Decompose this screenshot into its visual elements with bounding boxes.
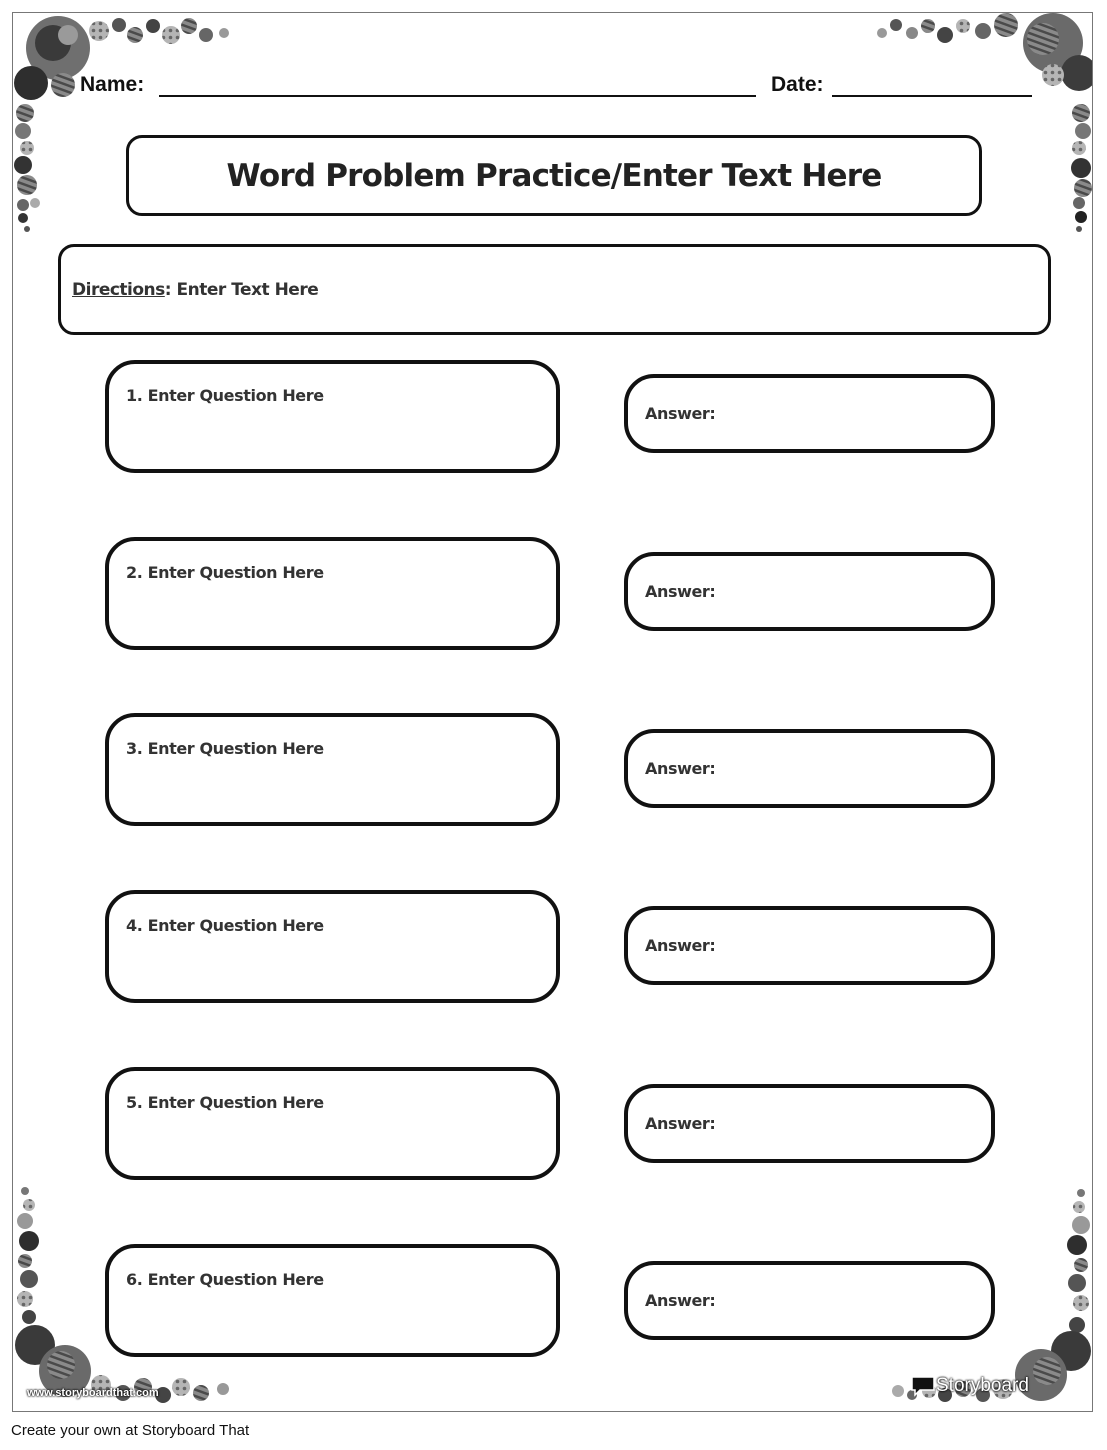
worksheet-page <box>12 12 1093 1412</box>
answer-label-2: Answer: <box>645 582 716 601</box>
question-box-3[interactable] <box>105 713 560 826</box>
question-box-5[interactable] <box>105 1067 560 1180</box>
date-field[interactable] <box>832 95 1032 97</box>
answer-box-4[interactable] <box>624 906 995 985</box>
answer-box-1[interactable] <box>624 374 995 453</box>
directions-value: : Enter Text Here <box>164 280 319 300</box>
answer-label-4: Answer: <box>645 936 716 955</box>
question-text-2: 2. Enter Question Here <box>126 563 324 582</box>
name-label: Name: <box>80 73 145 96</box>
directions-label: Directions <box>72 280 165 300</box>
question-text-5: 5. Enter Question Here <box>126 1093 324 1112</box>
question-box-1[interactable] <box>105 360 560 473</box>
answer-label-5: Answer: <box>645 1114 716 1133</box>
question-box-2[interactable] <box>105 537 560 650</box>
question-text-6: 6. Enter Question Here <box>126 1270 324 1289</box>
directions-text <box>72 280 318 300</box>
answer-label-1: Answer: <box>645 404 716 423</box>
directions-box[interactable] <box>58 244 1051 335</box>
answer-box-5[interactable] <box>624 1084 995 1163</box>
watermark-brand <box>910 1375 1029 1397</box>
question-text-1: 1. Enter Question Here <box>126 386 324 405</box>
date-label: Date: <box>771 73 824 96</box>
worksheet-title: Word Problem Practice/Enter Text Here <box>226 157 882 194</box>
answer-label-6: Answer: <box>645 1291 716 1310</box>
watermark-url: www.storyboardthat.com <box>27 1387 159 1399</box>
name-field[interactable] <box>159 95 756 97</box>
title-box[interactable] <box>126 135 982 216</box>
question-text-4: 4. Enter Question Here <box>126 916 324 935</box>
answer-box-2[interactable] <box>624 552 995 631</box>
answer-label-3: Answer: <box>645 759 716 778</box>
question-text-3: 3. Enter Question Here <box>126 739 324 758</box>
answer-box-3[interactable] <box>624 729 995 808</box>
answer-box-6[interactable] <box>624 1261 995 1340</box>
footer-link[interactable]: Create your own at Storyboard That <box>11 1422 250 1439</box>
question-box-4[interactable] <box>105 890 560 1003</box>
watermark-brand-text: Storyboard <box>936 1375 1029 1396</box>
speech-bubble-icon <box>910 1375 936 1397</box>
question-box-6[interactable] <box>105 1244 560 1357</box>
